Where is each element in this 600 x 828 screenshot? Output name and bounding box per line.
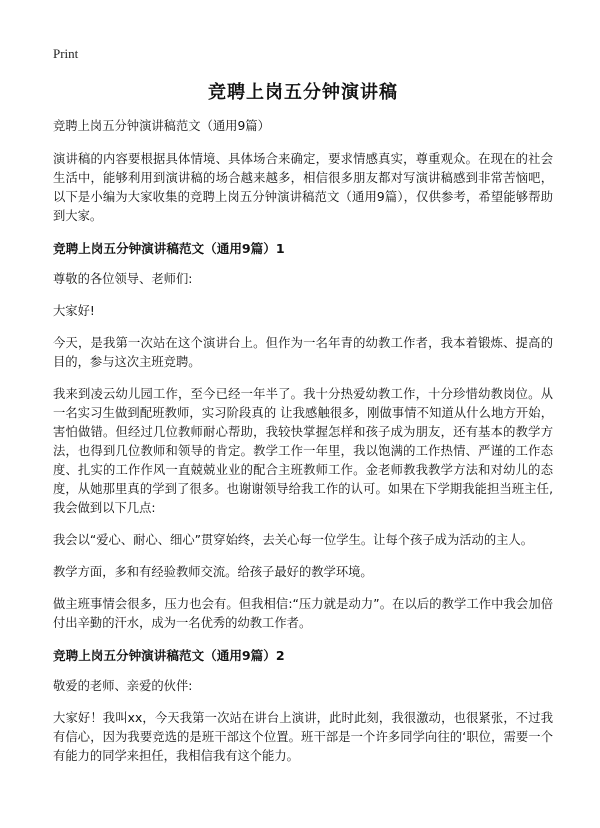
- section-2-heading: 竞聘上岗五分钟演讲稿范文（通用9篇）2: [53, 648, 285, 663]
- print-label: Print: [53, 46, 79, 61]
- section-1-paragraph: 我会以“爱心、耐心、细心”贯穿始终，去关心每一位学生。让每个孩子成为活动的主人。: [53, 533, 534, 547]
- section-1-greeting: 尊敬的各位领导、老师们:: [53, 272, 193, 286]
- document-body: [53, 117, 553, 779]
- section-1-hello: 大家好!: [53, 304, 95, 318]
- section-1-paragraph: 做主班事情会很多，压力也会有。但我相信:“压力就是动力”。在以后的教学工作中我会加倍付出辛勤的汗水，成为一名优秀的幼教工作者。: [53, 597, 553, 630]
- section-1-paragraph: 今天，是我第一次站在这个演讲台上。但作为一名年青的幼教工作者，我本着锻炼、提高的目的，参与这次主班竞聘。: [53, 336, 553, 369]
- section-1-paragraph: 教学方面，多和有经验教师交流。给孩子最好的教学环境。: [53, 565, 373, 579]
- page-title: 竞聘上岗五分钟演讲稿: [208, 82, 398, 103]
- document-subtitle: 竞聘上岗五分钟演讲稿范文（通用9篇）: [53, 119, 270, 133]
- section-2-paragraph: 大家好！我叫xx，今天我第一次站在讲台上演讲，此时此刻，我很激动，也很紧张，不过我有信心，因为我要竞选的是班干部这个位置。班干部是一个许多同学向往的‘职位，需要一个有能力的同学来担任，我相信我有这个能力。: [53, 711, 553, 763]
- section-1-heading: 竞聘上岗五分钟演讲稿范文（通用9篇）1: [53, 241, 285, 256]
- intro-paragraph: 演讲稿的内容要根据具体情境、具体场合来确定，要求情感真实，尊重观众。在现在的社会生活中，能够利用到演讲稿的场合越来越多，相信很多朋友都对写演讲稿感到非常苦恼吧，以下是小编为大家收集的竞聘上岗五分钟演讲稿范文（通用9篇），仅供参考，希望能够帮助到大家。: [53, 152, 553, 223]
- section-2-greeting: 敬爱的老师、亲爱的伙伴:: [53, 679, 193, 693]
- section-1-paragraph: 我来到凌云幼儿园工作，至今已经一年半了。我十分热爱幼教工作，十分珍惜幼教岗位。从一名实习生做到配班教师，实习阶段真的 让我感触很多，刚做事情不知道从什么地方开始，害怕做错。但经过几位教师耐心帮助，我较快掌握怎样和孩子成为朋友，还有基本的教学方法，也得到几位教师和领导的肯定。教学工作一年里，我以饱满的工作热情、严谨的工作态度、扎实的工作作风一直兢兢业业的配合主班教师工作。金老师教我教学方法和对幼儿的态度，从她那里真的学到了很多。也谢谢领导给我工作的认可。如果在下学期我能担当班主任,我会做到以下几点:: [53, 387, 553, 515]
